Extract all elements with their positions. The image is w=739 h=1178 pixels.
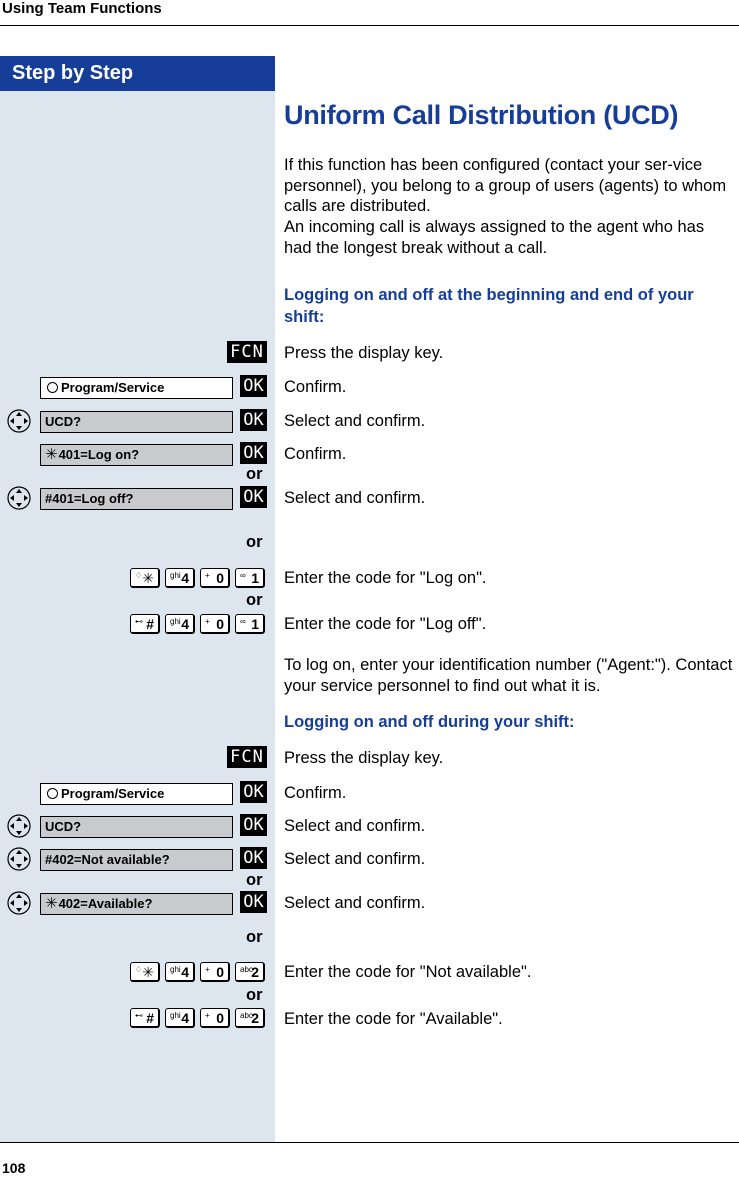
instruction: Press the display key. (284, 749, 444, 767)
ok-key[interactable]: OK (240, 409, 267, 431)
ok-key[interactable]: OK (240, 375, 267, 397)
key-2[interactable]: abc 2 (235, 1008, 265, 1028)
navigation-key-icon[interactable] (6, 846, 32, 872)
display-log-off: #401=Log off? (40, 488, 233, 510)
instruction: Select and confirm. (284, 894, 426, 912)
key-sequence-not-available (130, 962, 265, 984)
header-divider (0, 25, 739, 26)
instruction: Enter the code for "Log off". (284, 615, 487, 633)
or-label: or (246, 871, 263, 889)
instruction: Press the display key. (284, 344, 444, 362)
footer-divider (0, 1142, 739, 1143)
key-sequence-log-off (130, 614, 265, 636)
instruction: Confirm. (284, 378, 347, 396)
key-0[interactable]: + 0 (200, 614, 230, 634)
instruction: Confirm. (284, 445, 347, 463)
ok-key[interactable]: OK (240, 486, 267, 508)
ok-key[interactable]: OK (240, 847, 267, 869)
display-ucd: UCD? (40, 816, 233, 838)
instruction: Select and confirm. (284, 489, 426, 507)
key-0[interactable]: + 0 (200, 568, 230, 588)
key-sequence-log-on (130, 568, 265, 590)
key-sequence-available (130, 1008, 265, 1030)
display-program-service: Program/Service (40, 377, 233, 399)
ok-key[interactable]: OK (240, 781, 267, 803)
page-title: Uniform Call Distribution (UCD) (284, 100, 679, 130)
key-0[interactable]: + 0 (200, 962, 230, 982)
instruction: Enter the code for "Available". (284, 1010, 503, 1028)
or-label: or (246, 591, 263, 609)
instruction: Select and confirm. (284, 412, 426, 430)
key-1[interactable]: ∞ 1 (235, 568, 265, 588)
star-key[interactable]: ♢ ✳ (130, 568, 160, 588)
display-program-service: Program/Service (40, 783, 233, 805)
or-label: or (246, 465, 263, 483)
display-not-available: #402=Not available? (40, 849, 233, 871)
intro-paragraph-2: An incoming call is always assigned to the agent who has had the longest break without a call. (284, 218, 705, 257)
agent-note: To log on, enter your identification number ("Agent:"). Contact your service personnel to find out what it is. (284, 656, 733, 695)
display-available: ✳402=Available? (40, 893, 233, 915)
step-by-step-heading: Step by Step (0, 56, 275, 91)
running-header: Using Team Functions (2, 0, 162, 17)
instruction: Enter the code for "Log on". (284, 569, 487, 587)
display-log-on: ✳401=Log on? (40, 444, 233, 466)
ok-key[interactable]: OK (240, 814, 267, 836)
key-2[interactable]: abc 2 (235, 962, 265, 982)
display-ucd: UCD? (40, 411, 233, 433)
hash-key[interactable]: ⊷ # (130, 614, 160, 634)
or-label: or (246, 533, 263, 551)
instruction: Select and confirm. (284, 817, 426, 835)
hash-key[interactable]: ⊷ # (130, 1008, 160, 1028)
or-label: or (246, 986, 263, 1004)
navigation-key-icon[interactable] (6, 813, 32, 839)
fcn-key[interactable]: FCN (227, 746, 267, 768)
circle-icon (47, 788, 58, 799)
instruction: Select and confirm. (284, 850, 426, 868)
ok-key[interactable]: OK (240, 442, 267, 464)
key-4[interactable]: ghi 4 (165, 1008, 195, 1028)
key-1[interactable]: ∞ 1 (235, 614, 265, 634)
or-label: or (246, 928, 263, 946)
key-0[interactable]: + 0 (200, 1008, 230, 1028)
fcn-key[interactable]: FCN (227, 341, 267, 363)
navigation-key-icon[interactable] (6, 890, 32, 916)
ok-key[interactable]: OK (240, 891, 267, 913)
key-4[interactable]: ghi 4 (165, 568, 195, 588)
intro-paragraph: If this function has been configured (contact your ser-vice personnel), you belong to a group of users (agents) to whom calls are distributed. (284, 156, 727, 215)
navigation-key-icon[interactable] (6, 408, 32, 434)
page-number: 108 (2, 1160, 26, 1176)
circle-icon (47, 382, 58, 393)
navigation-key-icon[interactable] (6, 485, 32, 511)
instruction: Enter the code for "Not available". (284, 963, 532, 981)
key-4[interactable]: ghi 4 (165, 962, 195, 982)
star-key[interactable]: ♢ ✳ (130, 962, 160, 982)
key-4[interactable]: ghi 4 (165, 614, 195, 634)
instruction: Confirm. (284, 784, 347, 802)
subheading-during-shift: Logging on and off during your shift: (284, 713, 575, 731)
subheading-shift: Logging on and off at the beginning and end of your shift: (284, 286, 694, 326)
